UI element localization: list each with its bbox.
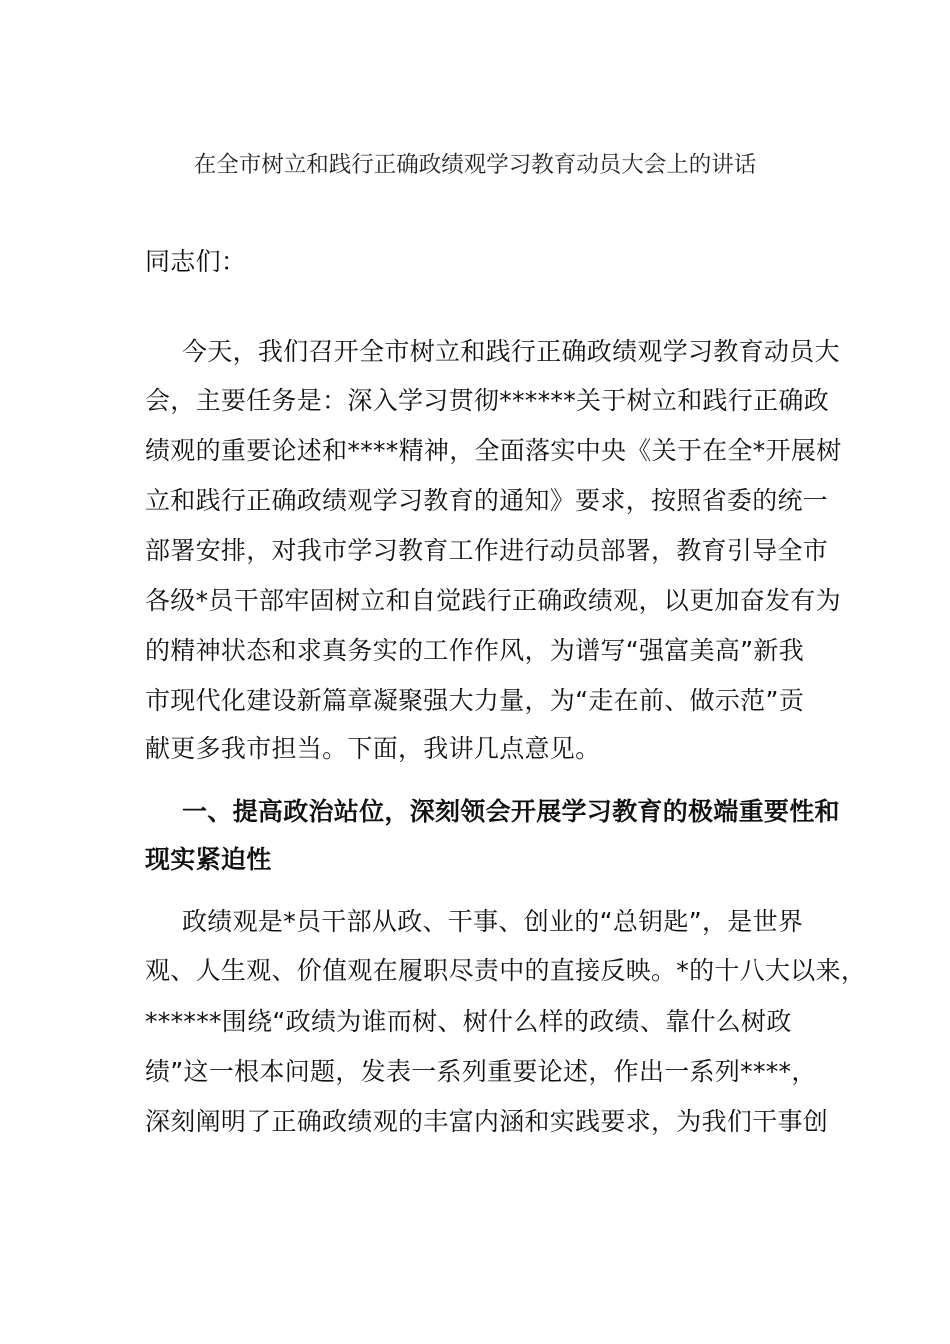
- text-line: 部署安排，对我市学习教育工作进行动员部署，教育引导全市: [145, 536, 829, 565]
- text-line: 绩观的重要论述和****精神，全面落实中央《关于在全*开展树: [145, 436, 842, 465]
- text-line: 市现代化建设新篇章凝聚强大力量，为“走在前、做示范”贡: [145, 686, 805, 715]
- text-line: 立和践行正确政绩观学习教育的通知》要求，按照省委的统一: [145, 486, 829, 515]
- text-line: 各级*员干部牢固树立和自觉践行正确政绩观，以更加奋发有为: [145, 586, 841, 615]
- text-line: 深刻阐明了正确政绩观的丰富内涵和实践要求，为我们干事创: [145, 1107, 829, 1136]
- text-line: 献更多我市担当。下面，我讲几点意见。: [145, 734, 601, 763]
- salutation: 同志们：: [145, 247, 247, 276]
- text-line: 会，主要任务是：深入学习贯彻******关于树立和践行正确政: [145, 386, 830, 415]
- text-line: 的精神状态和求真务实的工作作风，为谱写“强富美高”新我: [145, 636, 805, 665]
- text-line: ******围绕“政绩为谁而树、树什么样的政绩、靠什么树政: [145, 1007, 792, 1036]
- document-title: 在全市树立和践行正确政绩观学习教育动员大会上的讲话: [193, 152, 757, 178]
- heading-line: 现实紧迫性: [145, 845, 272, 874]
- text-line: 观、人生观、价值观在履职尽责中的直接反映。*的十八大以来，: [145, 956, 867, 985]
- heading-line: 一、提高政治站位，深刻领会开展学习教育的极端重要性和: [182, 797, 840, 826]
- text-line: 政绩观是*员干部从政、干事、创业的“总钥匙”，是世界: [182, 907, 804, 936]
- text-line: 绩”这一根本问题，发表一系列重要论述，作出一系列****，: [145, 1057, 817, 1086]
- text-line: 今天，我们召开全市树立和践行正确政绩观学习教育动员大: [182, 337, 840, 366]
